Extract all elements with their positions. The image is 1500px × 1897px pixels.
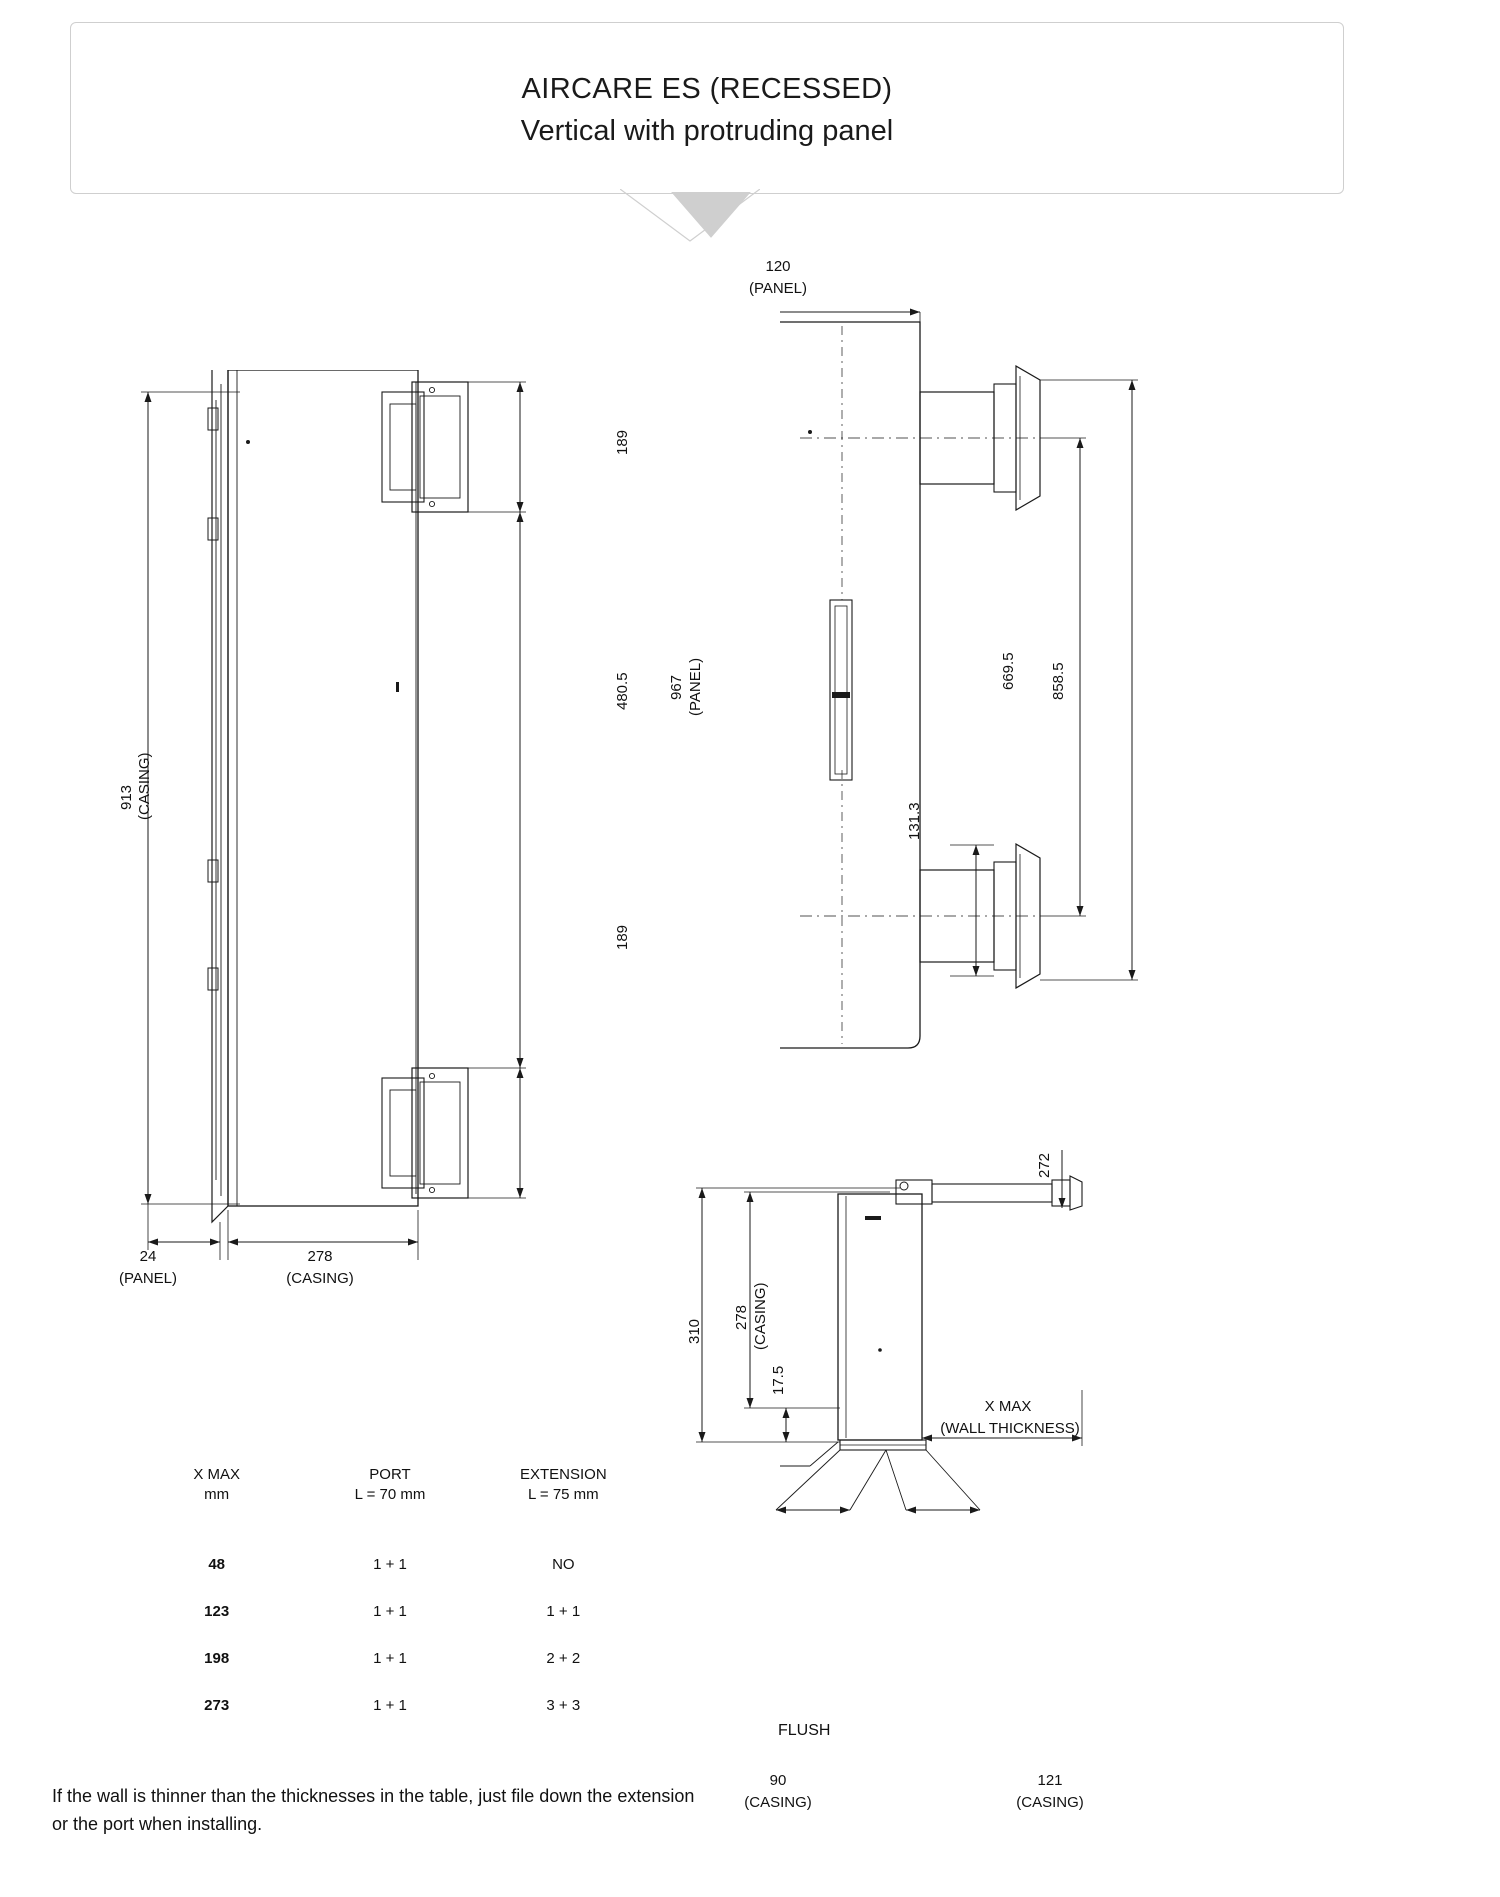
table-row bbox=[130, 1603, 650, 1620]
dim-669-5: 669.5 bbox=[1000, 652, 1017, 690]
callout-tail bbox=[620, 189, 760, 249]
table-header-port bbox=[303, 1465, 476, 1506]
table-header-port-line2: L = 70 mm bbox=[354, 1486, 426, 1504]
dim-913-casing: 913 bbox=[118, 784, 135, 810]
dim-967-panel-note: (PANEL) bbox=[687, 657, 704, 716]
dim-272: 272 bbox=[1036, 1152, 1053, 1178]
table-header-extension-line1: EXTENSION bbox=[519, 1466, 607, 1483]
cell-xmax: 123 bbox=[204, 1602, 230, 1620]
table-row bbox=[130, 1650, 650, 1667]
dim-x-max: X MAX bbox=[984, 1398, 1032, 1415]
cell-xmax: 48 bbox=[208, 1555, 225, 1573]
installation-note: If the wall is thinner than the thicknesses in the table, just file down the extension or the port when installing. bbox=[52, 1786, 695, 1834]
cell-extension: 2 + 2 bbox=[546, 1649, 581, 1667]
cell-extension: NO bbox=[552, 1555, 575, 1573]
dim-17-5: 17.5 bbox=[770, 1365, 787, 1395]
table-header-extension bbox=[477, 1465, 650, 1506]
table-header-port-line1: PORT bbox=[369, 1466, 411, 1483]
cell-extension: 1 + 1 bbox=[546, 1602, 581, 1620]
table-row bbox=[130, 1697, 650, 1714]
title-callout-box bbox=[70, 22, 1344, 194]
dim-278-casing: 278 bbox=[307, 1248, 333, 1265]
dim-121-casing: 121 bbox=[1037, 1772, 1063, 1789]
wall-section-detail-drawing bbox=[690, 1150, 1290, 1570]
table-header-xmax bbox=[130, 1465, 303, 1506]
cell-port: 1 + 1 bbox=[373, 1649, 407, 1667]
drawing-title-line1: AIRCARE ES (RECESSED) bbox=[521, 73, 893, 105]
drawing-title-line2: Vertical with protruding panel bbox=[520, 115, 894, 147]
table-header-xmax-line1: X MAX bbox=[193, 1466, 240, 1483]
cell-xmax: 198 bbox=[204, 1649, 230, 1667]
table-header-extension-line2: L = 75 mm bbox=[527, 1486, 599, 1504]
dim-858-5: 858.5 bbox=[1050, 662, 1067, 700]
dim-913-casing-note: (CASING) bbox=[136, 752, 153, 820]
front-elevation-drawing bbox=[780, 300, 1300, 1240]
dim-24-panel-note: (PANEL) bbox=[118, 1270, 178, 1287]
dim-480-5: 480.5 bbox=[614, 672, 631, 710]
dim-189-top: 189 bbox=[614, 429, 631, 455]
dim-120-panel-note: (PANEL) bbox=[748, 280, 808, 297]
dim-90-casing-note: (CASING) bbox=[744, 1794, 812, 1811]
cell-xmax: 273 bbox=[204, 1696, 230, 1714]
table-header-xmax-line2: mm bbox=[204, 1486, 230, 1504]
table-header-row bbox=[130, 1465, 650, 1506]
dim-90-casing: 90 bbox=[769, 1772, 787, 1789]
dim-278-casing-detail-note: (CASING) bbox=[752, 1282, 769, 1350]
dim-278-casing-detail: 278 bbox=[733, 1304, 750, 1330]
dim-120-panel: 120 bbox=[765, 258, 791, 275]
dim-278-casing-note: (CASING) bbox=[286, 1270, 354, 1287]
cell-port: 1 + 1 bbox=[373, 1696, 407, 1714]
dim-121-casing-note: (CASING) bbox=[1016, 1794, 1084, 1811]
dim-310: 310 bbox=[686, 1318, 703, 1344]
flush-callout-label: FLUSH bbox=[778, 1722, 831, 1739]
table-row bbox=[130, 1556, 650, 1573]
port-extension-table bbox=[130, 1465, 650, 1714]
cell-extension: 3 + 3 bbox=[546, 1696, 581, 1714]
dim-189-bottom: 189 bbox=[614, 924, 631, 950]
dim-24-panel: 24 bbox=[139, 1248, 157, 1265]
dim-131-3: 131.3 bbox=[906, 802, 923, 840]
cell-port: 1 + 1 bbox=[373, 1602, 407, 1620]
side-section-drawing bbox=[120, 370, 640, 1300]
dim-967-panel: 967 bbox=[668, 674, 685, 700]
dim-x-max-note: (WALL THICKNESS) bbox=[940, 1420, 1080, 1437]
cell-port: 1 + 1 bbox=[373, 1555, 407, 1573]
